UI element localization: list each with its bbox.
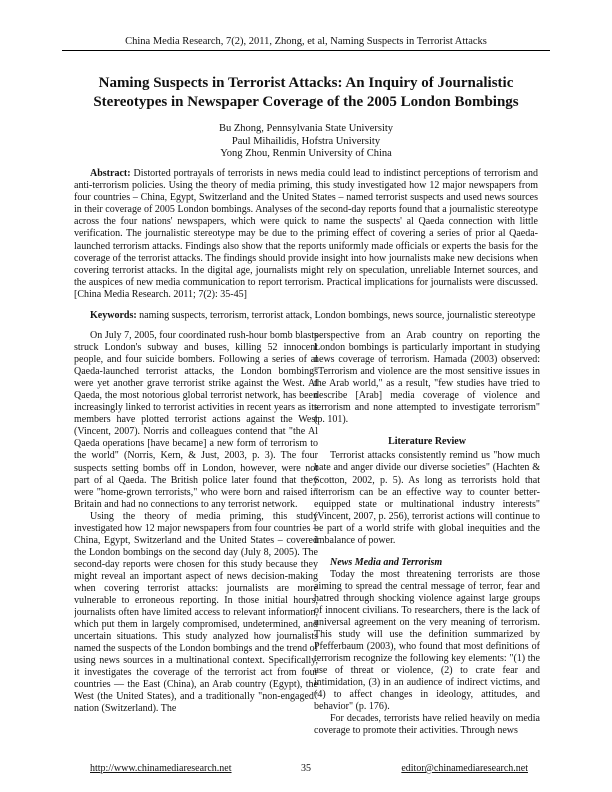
body-paragraph: perspective from an Arab country on reporting the London bombings is particularly important in studying news coverage of terrorism. Hamada (2003) observed: "Terrorism and violence are the most sensitive issues in the Arab world," as a result, "few studies have tried to describe [Arab] media coverage of violence and terrorism and none attempted to investigate terrorism" (p. 101). — [314, 330, 540, 426]
body-paragraph: Terrorist attacks consistently remind us "how much hate and anger divide our diverse societies" (Hachten & Scotton, 2002, p. 5). As long as terrorists hold that "terrorism can be an effective way to counter better-equipped state or multinational industry interests" (Vincent, 2007, p. 256), terrorist actions will continue to be part of a world strife with global inequities and the imbalance of power. — [314, 450, 540, 546]
page-number: 35 — [301, 763, 311, 774]
editor-email-link[interactable]: editor@chinamediaresearch.net — [401, 763, 528, 774]
section-heading: Literature Review — [388, 436, 466, 448]
article-title: Naming Suspects in Terrorist Attacks: An Inquiry of Journalistic Stereotypes in Newspaper Coverage of the 2005 London Bombings — [93, 75, 519, 110]
body-paragraph: Using the theory of media priming, this study investigated how 12 major newspapers from four countries – China, Egypt, Switzerland and the United States – covered the London bombings on the second day (July 8, 2005). The second-day reports were chosen for this study because they might reveal an important aspect of news decision-making when covering terrorist attacks: journalists are more vulnerable to erroneous reporting. In those initial hours, journalists often have limited access to relevant information, which put them in largely compromised, undetermined, and uncertain situations. This study analyzed how journalists named the suspects of the London bombings and the trend of using news sources in a multinational context. Specifically, it investigates the coverage of the terrorist act from four countries — the East (China), an Arab country (Egypt), the West (the United States), and a traditionally "non-engaged" nation (Switzerland). The — [74, 510, 318, 715]
left-column — [74, 330, 318, 745]
author-line: Paul Mihailidis, Hofstra University — [231, 135, 381, 147]
body-paragraph: For decades, terrorists have relied heavily on media coverage to promote their activities. Through news — [314, 713, 540, 737]
abstract-label: Abstract: — [90, 168, 131, 179]
body-paragraph: Today the most threatening terrorists are those aiming to spread the central message of terror, fear and hatred through shocking violence against large groups of innocent civilians. To researchers, there is the lack of universal agreement on the very meaning of terrorism. This study will use the definition summarized by Pfefferbaum (2003), who found that most definitions of terrorism recognize the following key elements: "(1) the use of threat or violence, (2) to crate fear and intimidation, (3) in an audience of indirect victims, and (4) to affect changes in ideology, attitudes, and behavior" (p. 176). — [314, 568, 540, 713]
right-column — [314, 330, 540, 745]
journal-url-link[interactable]: http://www.chinamediaresearch.net — [90, 763, 232, 774]
body-paragraph: On July 7, 2005, four coordinated rush-hour bomb blasts struck London's subway and buses, killing 52 innocent people, and four suicide bombers. Following a series of al Qaeda-launched terrorist attacks, the London bombings were yet another grave terrorist strike against the West. Al Qaeda, the most notorious global terrorist network, has been increasingly linked to terrorist activities in recent years as its members have plotted terrorist actions against the West (Vincent, 2007). Norris and colleagues contend that "the Al Qaeda operations [have became] a new form of terrorism to the world" (Norris, Kern, & Just, 2003, p. 3). The four suspects setting bombs off in London, however, were not part of al Qaeda. The British police later found that they were "home-grown terrorists," who were born and raised in Britain and had no connections to any terrorist network. — [74, 330, 318, 510]
abstract — [74, 168, 538, 301]
abstract-text: Distorted portrayals of terrorists in news media could lead to indistinct perceptions of terrorism and anti-terrorism policies. Using the theory of media priming, this study investigated how 12 major newspapers from four countries – China, Egypt, Switzerland and the United States – named terrorist suspects and used news sources in their coverage of 2005 London bombings. Analyses of the second-day reports found that a journalistic stereotype across the four nations' newspapers, which were quick to name the suspects' al Qaeda connection with little verification. The journalistic stereotype may be due to the priming effect of covering a series of prior al Qaeda-launched terrorism attacks. Findings also show that the reports uniformly made officials or experts the basis for the coverage of the terrorist attacks. The findings should provide insight into how journalists make new decisions when covering terrorist attacks. In the digital age, journalists might rely on speculation, unreliable Internet sources, and the auspices of new media communication to report terrorism. Practical implications for journalists were discussed. [China Media Research. 2011; 7(2): 35-45] — [74, 168, 538, 300]
author-list — [60, 123, 552, 161]
page-footer — [84, 763, 528, 777]
author-line: Yong Zhou, Renmin University of China — [220, 148, 392, 159]
running-head: China Media Research, 7(2), 2011, Zhong, et al, Naming Suspects in Terrorist Attacks — [62, 36, 550, 51]
author-line: Bu Zhong, Pennsylvania State University — [218, 123, 394, 134]
subsection-heading: News Media and Terrorism — [330, 556, 443, 568]
keywords — [74, 310, 538, 322]
keywords-text: naming suspects, terrorism, terrorist attack, London bombings, news source, journalistic stereotype — [136, 310, 536, 321]
keywords-label: Keywords: — [90, 310, 137, 321]
